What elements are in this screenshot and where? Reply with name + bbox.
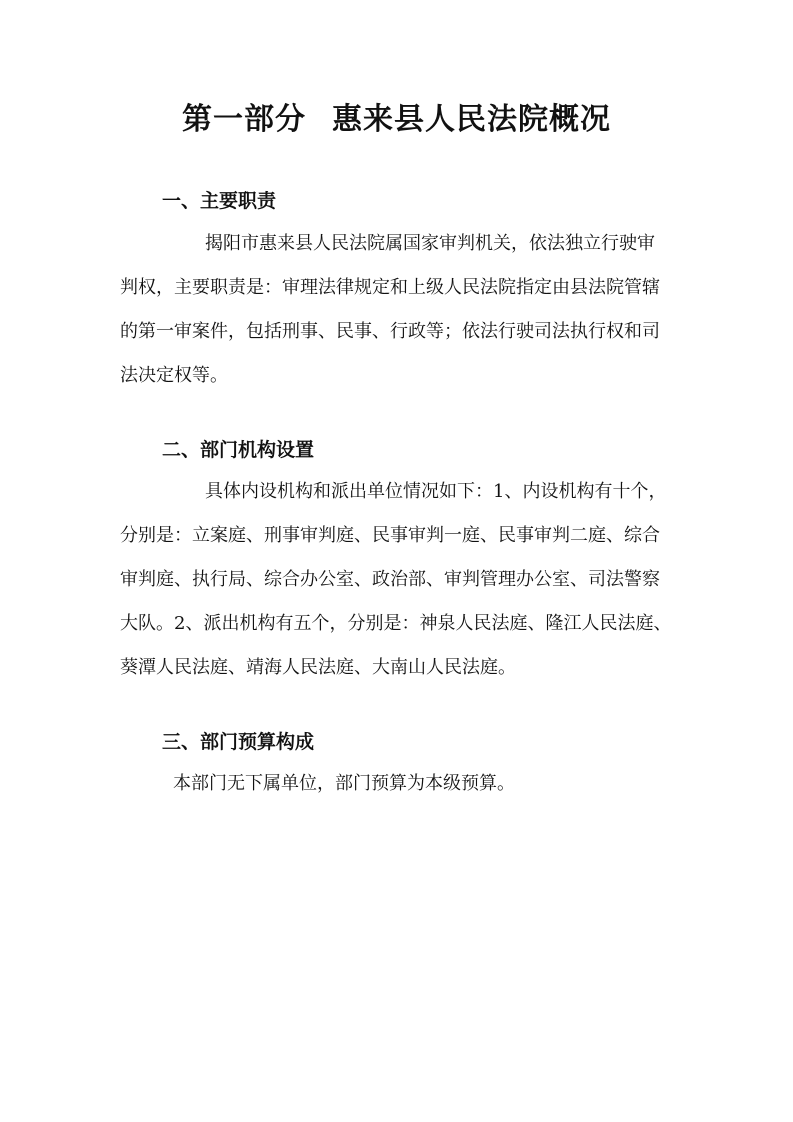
paragraph-line: 的第一审案件，包括刑事、民事、行政等；依法行驶司法执行权和司 (120, 321, 660, 342)
section-body-budget: 本部门无下属单位，部门预算为本级预算。 (173, 773, 515, 794)
section-body-structure (120, 470, 690, 690)
paragraph-line: 揭阳市惠来县人民法院属国家审判机关，依法独立行驶审 (205, 233, 655, 254)
title-part: 第一部分 (182, 102, 306, 137)
paragraph-line: 法决定权等。 (120, 365, 228, 386)
page-title (0, 98, 793, 142)
paragraph-line: 审判庭、执行局、综合办公室、政治部、审判管理办公室、司法警察 (120, 569, 660, 590)
paragraph-line: 具体内设机构和派出单位情况如下：1、内设机构有十个， (205, 481, 667, 502)
title-name: 惠来县人民法院概况 (332, 102, 611, 137)
paragraph-line: 葵潭人民法庭、靖海人民法庭、大南山人民法庭。 (120, 657, 516, 678)
paragraph-line: 大队。2、派出机构有五个，分别是：神泉人民法庭、隆江人民法庭、 (120, 613, 672, 634)
paragraph-line: 分别是：立案庭、刑事审判庭、民事审判一庭、民事审判二庭、综合 (120, 525, 660, 546)
section-heading-budget: 三、部门预算构成 (162, 731, 315, 753)
paragraph-line: 判权，主要职责是：审理法律规定和上级人民法院指定由县法院管辖 (120, 277, 660, 298)
section-body-duties (120, 222, 690, 398)
section-heading-duties: 一、主要职责 (162, 190, 277, 212)
section-heading-structure: 二、部门机构设置 (162, 439, 315, 461)
